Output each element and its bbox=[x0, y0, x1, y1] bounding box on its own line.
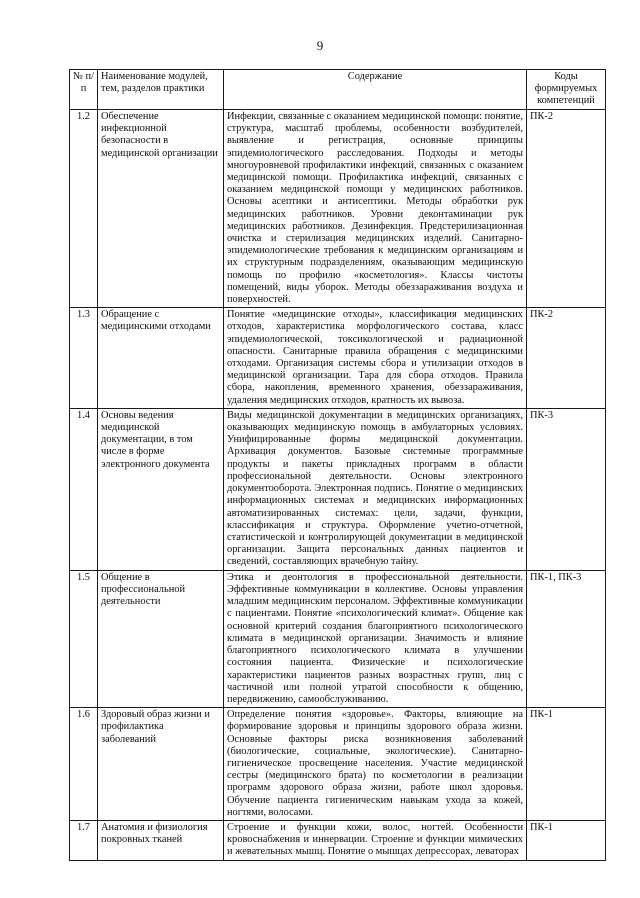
module-name: Обеспечение инфекционной безопасности в медицинской организации bbox=[98, 110, 224, 308]
table-row bbox=[70, 570, 606, 707]
table-row bbox=[70, 110, 606, 308]
competence-codes: ПК-3 bbox=[527, 408, 606, 570]
header-competence-codes: Коды формируемых компетенций bbox=[527, 70, 606, 110]
module-content: Виды медицинской документации в медицинских организациях, оказывающих медицинскую помощь в амбулаторных условиях. Унифицированные формы медицинской документации. Архивация документов. Базовые системные программные продукты и пакеты прикладных программ в области профессиональной деятельности. Основы электронного документооборота. Электронная подпись. Понятие о медицинских информационных системах и медицинских информационных автоматизированных системах: цели, задачи, функции, классификация и структура. Оформление учетно-отчетной, статистической и контролирующей документации в медицинской организации. Защита персональных данных пациентов и сведений, составляющих врачебную тайну. bbox=[224, 408, 527, 570]
row-number: 1.5 bbox=[70, 570, 98, 707]
page-number: 9 bbox=[316, 38, 324, 53]
row-number: 1.6 bbox=[70, 708, 98, 821]
module-content: Инфекции, связанные с оказанием медицинской помощи: понятие, структура, масштаб проблемы, особенности возбудителей, выявление и регистрация, основные принципы эпидемиологического расследования. Подходы и методы многоуровневой профилактики инфекций, связанных с оказанием медицинской помощи. Профилактика инфекций, связанных с оказанием медицинской помощи у медицинских работников. Основы асептики и антисептики. Методы обработки рук медицинских работников. Уровни деконтаминации рук медицинских работников. Дезинфекция. Предстерилизационная очистка и стерилизация медицинских изделий. Санитарно-эпидемиологические требования к медицинским организациям и их структурным подразделениям, оказывающим медицинскую помощь по профилю «косметология». Классы чистоты помещений, виды уборок. Методы обеззараживания воздуха и поверхностей. bbox=[224, 110, 527, 308]
module-content: Этика и деонтология в профессиональной деятельности. Эффективные коммуникации в коллективе. Основы управления младшим медицинским персоналом. Эффективные коммуникации с пациентами. Понятие «психологический климат». Общение как основной критерий создания благоприятного психологического климата в медицинской организации. Значимость и влияние благоприятного психологического климата в улучшении состояния пациента. Физические и психологические характеристики пациентов разных возрастных групп, лиц с частичной или полной утратой способности к общению, передвижению, самообслуживанию. bbox=[224, 570, 527, 707]
module-name: Общение в профессиональной деятельности bbox=[98, 570, 224, 707]
row-number: 1.3 bbox=[70, 308, 98, 409]
module-name: Здоровый образ жизни и профилактика заболеваний bbox=[98, 708, 224, 821]
competence-codes: ПК-1, ПК-3 bbox=[527, 570, 606, 707]
module-name: Анатомия и физиология покровных тканей bbox=[98, 820, 224, 860]
competence-codes: ПК-2 bbox=[527, 110, 606, 308]
module-name: Обращение с медицинскими отходами bbox=[98, 308, 224, 409]
table-row bbox=[70, 708, 606, 821]
header-module-name: Наименование модулей, тем, разделов практики bbox=[98, 70, 224, 110]
row-number: 1.2 bbox=[70, 110, 98, 308]
row-number: 1.4 bbox=[70, 408, 98, 570]
module-content: Строение и функции кожи, волос, ногтей. Особенности кровоснабжения и иннервации. Строение и функции мимических и жевательных мышц. Понятие о мышцах депрессорах, леваторах bbox=[224, 820, 527, 860]
competence-codes: ПК-1 bbox=[527, 708, 606, 821]
module-name: Основы ведения медицинской документации, в том числе в форме электронного документа bbox=[98, 408, 224, 570]
competence-codes: ПК-2 bbox=[527, 308, 606, 409]
module-content: Определение понятия «здоровье». Факторы, влияющие на формирование здоровья и принципы здорового образа жизни. Основные факторы риска возникновения заболеваний (биологические, социальные, экологические). Санитарно-гигиеническое просвещение населения. Участие медицинской сестры (медицинского брата) по косметологии в реализации программ здорового образа жизни, работе школ здоровья. Обучение пациента гигиеническим навыкам ухода за кожей, ногтями, волосами. bbox=[224, 708, 527, 821]
table-row bbox=[70, 820, 606, 860]
module-content: Понятие «медицинские отходы», классификация медицинских отходов, характеристика морфологического состава, класс эпидемиологической, токсикологической и радиационной опасности. Санитарные правила обращения с медицинскими отходами. Организация системы сбора и утилизации отходов в медицинской организации. Тара для сбора отходов. Правила сбора, накопления, временного хранения, обеззараживания, удаления медицинских отходов, кратность их вывоза. bbox=[224, 308, 527, 409]
row-number: 1.7 bbox=[70, 820, 98, 860]
practice-content-table bbox=[69, 69, 606, 861]
table-row bbox=[70, 308, 606, 409]
table-row bbox=[70, 408, 606, 570]
table-header-row bbox=[70, 70, 606, 110]
header-num: № п/п bbox=[70, 70, 98, 110]
header-content: Содержание bbox=[224, 70, 527, 110]
competence-codes: ПК-1 bbox=[527, 820, 606, 860]
